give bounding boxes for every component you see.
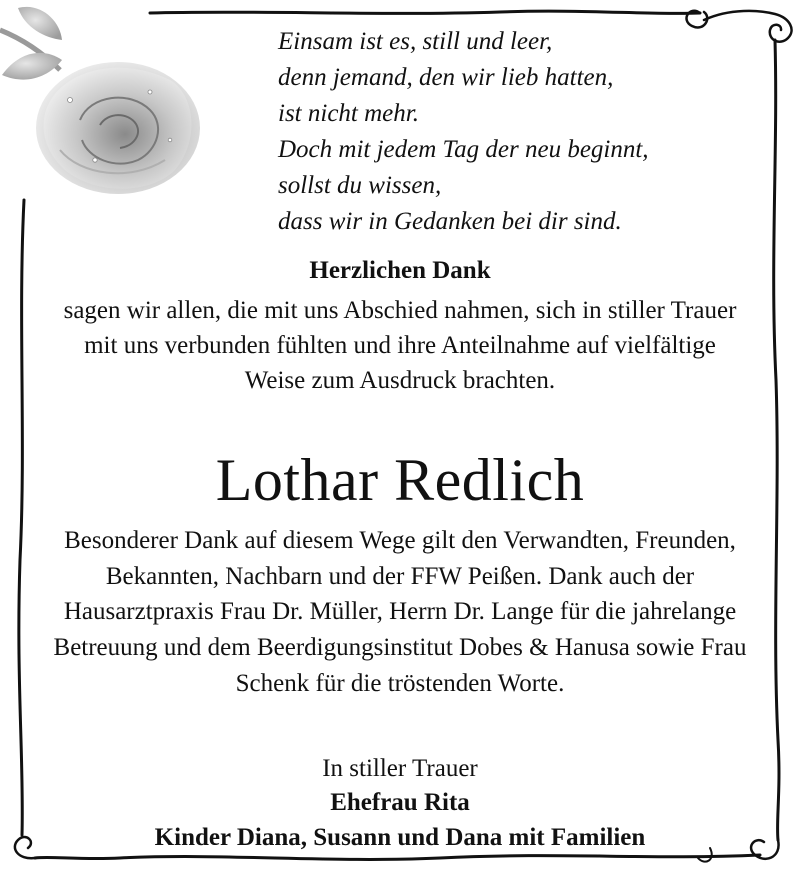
poem-line: denn jemand, den wir lieb hatten, [278, 64, 614, 91]
rose-image [0, 0, 205, 200]
deceased-name: Lothar Redlich [215, 447, 585, 513]
widow-signature: Ehefrau Rita [330, 789, 470, 816]
poem-line: Doch mit jedem Tag der neu beginnt, [278, 136, 649, 163]
poem-line: Einsam ist es, still und leer, [278, 28, 553, 55]
thanks-heading: Herzlichen Dank [309, 257, 491, 284]
poem-line: sollst du wissen, [278, 172, 442, 199]
poem [278, 24, 748, 240]
poem-line: ist nicht mehr. [278, 100, 419, 127]
thanks-text: sagen wir allen, die mit uns Abschied nahmen, sich in stiller Trauer mit uns verbunden fühlten und ihre Anteilnahme auf vielfältige Weise zum Ausdruck brachten. [63, 297, 737, 394]
special-thanks-text: Besonderer Dank auf diesem Wege gilt den Verwandten, Freunden, Bekannten, Nachbarn und der FFW Peißen. Dank auch der Hausarztpraxis Frau Dr. Müller, Herrn Dr. Lange für die jahrelange Betreuung und dem Beerdigungsinstitut Dobes & Hanusa sowie Frau Schenk für die tröstenden Worte. [53, 527, 747, 697]
children-signature: Kinder Diana, Susann und Dana mit Familien [154, 824, 646, 851]
poem-line: dass wir in Gedanken bei dir sind. [278, 208, 622, 235]
mourning-intro: In stiller Trauer [322, 755, 478, 782]
